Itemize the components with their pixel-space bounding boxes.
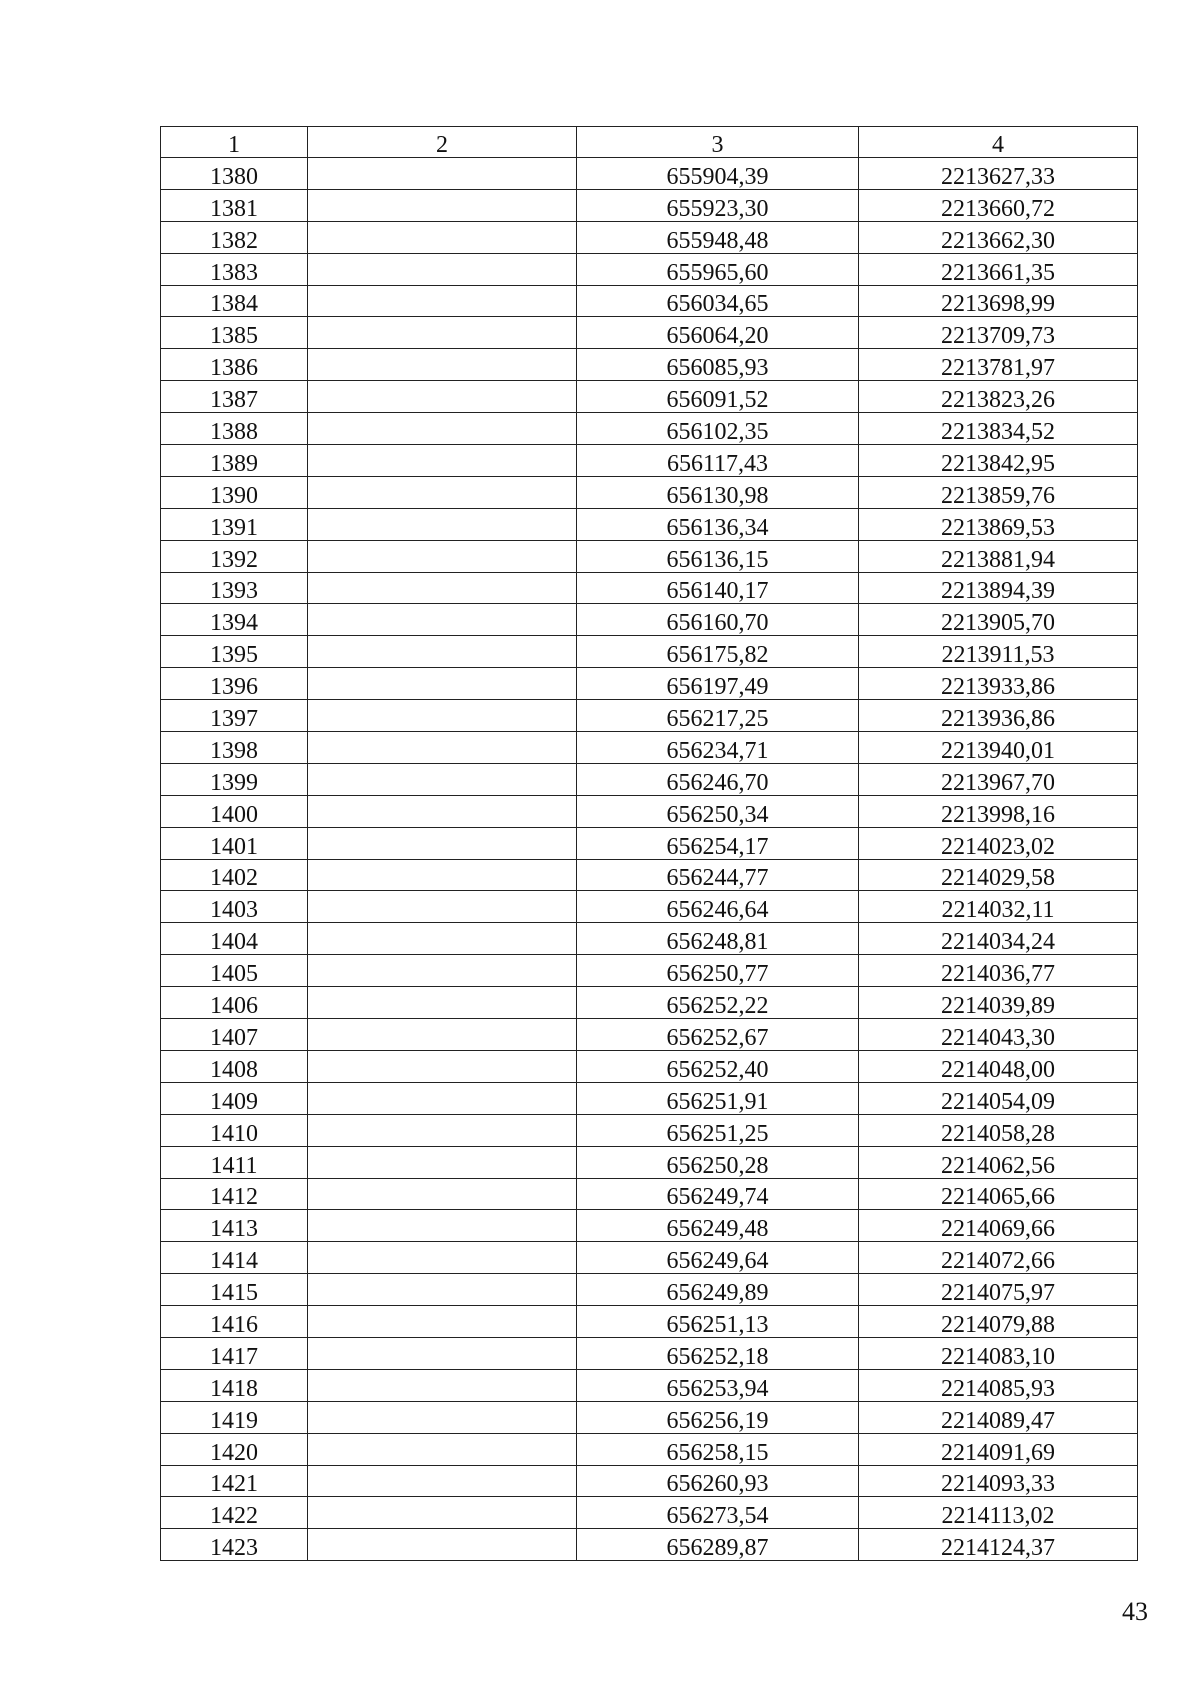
x-coordinate-cell: 656140,17 bbox=[577, 572, 859, 604]
empty-cell bbox=[308, 859, 577, 891]
x-coordinate-cell: 656246,70 bbox=[577, 763, 859, 795]
y-coordinate-cell: 2213661,35 bbox=[859, 253, 1138, 285]
y-coordinate-cell: 2213936,86 bbox=[859, 700, 1138, 732]
y-coordinate-cell: 2214043,30 bbox=[859, 1019, 1138, 1051]
table-row bbox=[161, 221, 1138, 253]
table-row bbox=[161, 1337, 1138, 1369]
y-coordinate-cell: 2213709,73 bbox=[859, 317, 1138, 349]
empty-cell bbox=[308, 221, 577, 253]
empty-cell bbox=[308, 158, 577, 190]
x-coordinate-cell: 656252,22 bbox=[577, 987, 859, 1019]
x-coordinate-cell: 656251,25 bbox=[577, 1114, 859, 1146]
table-body bbox=[161, 158, 1138, 1561]
empty-cell bbox=[308, 572, 577, 604]
x-coordinate-cell: 656136,15 bbox=[577, 540, 859, 572]
table-row bbox=[161, 476, 1138, 508]
x-coordinate-cell: 655923,30 bbox=[577, 189, 859, 221]
point-number-cell: 1385 bbox=[161, 317, 308, 349]
x-coordinate-cell: 656251,91 bbox=[577, 1082, 859, 1114]
empty-cell bbox=[308, 827, 577, 859]
table-row bbox=[161, 859, 1138, 891]
y-coordinate-cell: 2213823,26 bbox=[859, 381, 1138, 413]
table-row bbox=[161, 1465, 1138, 1497]
y-coordinate-cell: 2214093,33 bbox=[859, 1465, 1138, 1497]
point-number-cell: 1401 bbox=[161, 827, 308, 859]
table-row bbox=[161, 158, 1138, 190]
point-number-cell: 1412 bbox=[161, 1178, 308, 1210]
empty-cell bbox=[308, 508, 577, 540]
y-coordinate-cell: 2214023,02 bbox=[859, 827, 1138, 859]
table-row bbox=[161, 445, 1138, 477]
point-number-cell: 1408 bbox=[161, 1050, 308, 1082]
x-coordinate-cell: 656034,65 bbox=[577, 285, 859, 317]
y-coordinate-cell: 2213627,33 bbox=[859, 158, 1138, 190]
x-coordinate-cell: 656253,94 bbox=[577, 1369, 859, 1401]
y-coordinate-cell: 2214058,28 bbox=[859, 1114, 1138, 1146]
table-row bbox=[161, 1529, 1138, 1561]
point-number-cell: 1420 bbox=[161, 1433, 308, 1465]
table-row bbox=[161, 540, 1138, 572]
y-coordinate-cell: 2214048,00 bbox=[859, 1050, 1138, 1082]
table-row bbox=[161, 955, 1138, 987]
y-coordinate-cell: 2213881,94 bbox=[859, 540, 1138, 572]
y-coordinate-cell: 2214089,47 bbox=[859, 1401, 1138, 1433]
point-number-cell: 1396 bbox=[161, 668, 308, 700]
point-number-cell: 1383 bbox=[161, 253, 308, 285]
y-coordinate-cell: 2214069,66 bbox=[859, 1210, 1138, 1242]
empty-cell bbox=[308, 1337, 577, 1369]
empty-cell bbox=[308, 763, 577, 795]
point-number-cell: 1398 bbox=[161, 732, 308, 764]
table-row bbox=[161, 923, 1138, 955]
empty-cell bbox=[308, 189, 577, 221]
empty-cell bbox=[308, 476, 577, 508]
empty-cell bbox=[308, 1306, 577, 1338]
column-header-1: 1 bbox=[161, 127, 308, 158]
x-coordinate-cell: 655904,39 bbox=[577, 158, 859, 190]
x-coordinate-cell: 656085,93 bbox=[577, 349, 859, 381]
point-number-cell: 1380 bbox=[161, 158, 308, 190]
empty-cell bbox=[308, 636, 577, 668]
point-number-cell: 1386 bbox=[161, 349, 308, 381]
empty-cell bbox=[308, 1369, 577, 1401]
column-header-3: 3 bbox=[577, 127, 859, 158]
table-row bbox=[161, 1082, 1138, 1114]
x-coordinate-cell: 656252,67 bbox=[577, 1019, 859, 1051]
table-row bbox=[161, 189, 1138, 221]
y-coordinate-cell: 2213842,95 bbox=[859, 445, 1138, 477]
point-number-cell: 1405 bbox=[161, 955, 308, 987]
page-number: 43 bbox=[1122, 1597, 1148, 1626]
x-coordinate-cell: 656258,15 bbox=[577, 1433, 859, 1465]
y-coordinate-cell: 2213859,76 bbox=[859, 476, 1138, 508]
point-number-cell: 1393 bbox=[161, 572, 308, 604]
x-coordinate-cell: 656249,64 bbox=[577, 1242, 859, 1274]
x-coordinate-cell: 656252,40 bbox=[577, 1050, 859, 1082]
point-number-cell: 1403 bbox=[161, 891, 308, 923]
y-coordinate-cell: 2214036,77 bbox=[859, 955, 1138, 987]
y-coordinate-cell: 2214091,69 bbox=[859, 1433, 1138, 1465]
x-coordinate-cell: 656091,52 bbox=[577, 381, 859, 413]
y-coordinate-cell: 2214113,02 bbox=[859, 1497, 1138, 1529]
x-coordinate-cell: 656250,34 bbox=[577, 795, 859, 827]
x-coordinate-cell: 656130,98 bbox=[577, 476, 859, 508]
x-coordinate-cell: 656197,49 bbox=[577, 668, 859, 700]
empty-cell bbox=[308, 445, 577, 477]
point-number-cell: 1391 bbox=[161, 508, 308, 540]
point-number-cell: 1421 bbox=[161, 1465, 308, 1497]
empty-cell bbox=[308, 1146, 577, 1178]
point-number-cell: 1409 bbox=[161, 1082, 308, 1114]
x-coordinate-cell: 655948,48 bbox=[577, 221, 859, 253]
x-coordinate-cell: 656175,82 bbox=[577, 636, 859, 668]
empty-cell bbox=[308, 1210, 577, 1242]
x-coordinate-cell: 656234,71 bbox=[577, 732, 859, 764]
y-coordinate-cell: 2213911,53 bbox=[859, 636, 1138, 668]
empty-cell bbox=[308, 1178, 577, 1210]
y-coordinate-cell: 2214029,58 bbox=[859, 859, 1138, 891]
table-row bbox=[161, 572, 1138, 604]
empty-cell bbox=[308, 700, 577, 732]
table-row bbox=[161, 1242, 1138, 1274]
point-number-cell: 1411 bbox=[161, 1146, 308, 1178]
empty-cell bbox=[308, 987, 577, 1019]
table-row bbox=[161, 1497, 1138, 1529]
y-coordinate-cell: 2213894,39 bbox=[859, 572, 1138, 604]
point-number-cell: 1382 bbox=[161, 221, 308, 253]
empty-cell bbox=[308, 732, 577, 764]
table-row bbox=[161, 636, 1138, 668]
y-coordinate-cell: 2213834,52 bbox=[859, 413, 1138, 445]
x-coordinate-cell: 656250,77 bbox=[577, 955, 859, 987]
empty-cell bbox=[308, 349, 577, 381]
empty-cell bbox=[308, 1019, 577, 1051]
y-coordinate-cell: 2213967,70 bbox=[859, 763, 1138, 795]
table-row bbox=[161, 1019, 1138, 1051]
y-coordinate-cell: 2213781,97 bbox=[859, 349, 1138, 381]
empty-cell bbox=[308, 1274, 577, 1306]
table-row bbox=[161, 604, 1138, 636]
point-number-cell: 1381 bbox=[161, 189, 308, 221]
empty-cell bbox=[308, 955, 577, 987]
empty-cell bbox=[308, 413, 577, 445]
empty-cell bbox=[308, 540, 577, 572]
y-coordinate-cell: 2214072,66 bbox=[859, 1242, 1138, 1274]
x-coordinate-cell: 656256,19 bbox=[577, 1401, 859, 1433]
coordinates-table bbox=[160, 126, 1138, 1561]
table-row bbox=[161, 891, 1138, 923]
x-coordinate-cell: 656251,13 bbox=[577, 1306, 859, 1338]
x-coordinate-cell: 656254,17 bbox=[577, 827, 859, 859]
empty-cell bbox=[308, 1529, 577, 1561]
y-coordinate-cell: 2213662,30 bbox=[859, 221, 1138, 253]
empty-cell bbox=[308, 1050, 577, 1082]
y-coordinate-cell: 2214039,89 bbox=[859, 987, 1138, 1019]
point-number-cell: 1422 bbox=[161, 1497, 308, 1529]
y-coordinate-cell: 2214034,24 bbox=[859, 923, 1138, 955]
empty-cell bbox=[308, 1465, 577, 1497]
table-row bbox=[161, 253, 1138, 285]
table-header-row bbox=[161, 127, 1138, 158]
x-coordinate-cell: 656244,77 bbox=[577, 859, 859, 891]
y-coordinate-cell: 2213905,70 bbox=[859, 604, 1138, 636]
x-coordinate-cell: 656136,34 bbox=[577, 508, 859, 540]
y-coordinate-cell: 2213869,53 bbox=[859, 508, 1138, 540]
x-coordinate-cell: 656246,64 bbox=[577, 891, 859, 923]
point-number-cell: 1406 bbox=[161, 987, 308, 1019]
x-coordinate-cell: 656064,20 bbox=[577, 317, 859, 349]
empty-cell bbox=[308, 317, 577, 349]
table-row bbox=[161, 1401, 1138, 1433]
y-coordinate-cell: 2213998,16 bbox=[859, 795, 1138, 827]
empty-cell bbox=[308, 891, 577, 923]
empty-cell bbox=[308, 1401, 577, 1433]
table-row bbox=[161, 1210, 1138, 1242]
y-coordinate-cell: 2214065,66 bbox=[859, 1178, 1138, 1210]
point-number-cell: 1416 bbox=[161, 1306, 308, 1338]
x-coordinate-cell: 656249,48 bbox=[577, 1210, 859, 1242]
point-number-cell: 1397 bbox=[161, 700, 308, 732]
empty-cell bbox=[308, 253, 577, 285]
point-number-cell: 1423 bbox=[161, 1529, 308, 1561]
x-coordinate-cell: 656102,35 bbox=[577, 413, 859, 445]
point-number-cell: 1404 bbox=[161, 923, 308, 955]
y-coordinate-cell: 2214032,11 bbox=[859, 891, 1138, 923]
point-number-cell: 1417 bbox=[161, 1337, 308, 1369]
point-number-cell: 1390 bbox=[161, 476, 308, 508]
table-row bbox=[161, 668, 1138, 700]
table-row bbox=[161, 285, 1138, 317]
x-coordinate-cell: 656252,18 bbox=[577, 1337, 859, 1369]
point-number-cell: 1402 bbox=[161, 859, 308, 891]
table-row bbox=[161, 1146, 1138, 1178]
y-coordinate-cell: 2213940,01 bbox=[859, 732, 1138, 764]
x-coordinate-cell: 656260,93 bbox=[577, 1465, 859, 1497]
empty-cell bbox=[308, 1433, 577, 1465]
y-coordinate-cell: 2214062,56 bbox=[859, 1146, 1138, 1178]
table-row bbox=[161, 1114, 1138, 1146]
point-number-cell: 1395 bbox=[161, 636, 308, 668]
table-row bbox=[161, 1274, 1138, 1306]
table-row bbox=[161, 381, 1138, 413]
table-row bbox=[161, 700, 1138, 732]
point-number-cell: 1407 bbox=[161, 1019, 308, 1051]
empty-cell bbox=[308, 381, 577, 413]
table-row bbox=[161, 827, 1138, 859]
table-row bbox=[161, 732, 1138, 764]
empty-cell bbox=[308, 1497, 577, 1529]
point-number-cell: 1414 bbox=[161, 1242, 308, 1274]
table-row bbox=[161, 349, 1138, 381]
point-number-cell: 1399 bbox=[161, 763, 308, 795]
point-number-cell: 1384 bbox=[161, 285, 308, 317]
point-number-cell: 1387 bbox=[161, 381, 308, 413]
x-coordinate-cell: 656117,43 bbox=[577, 445, 859, 477]
table-row bbox=[161, 508, 1138, 540]
x-coordinate-cell: 656249,74 bbox=[577, 1178, 859, 1210]
x-coordinate-cell: 656289,87 bbox=[577, 1529, 859, 1561]
y-coordinate-cell: 2214079,88 bbox=[859, 1306, 1138, 1338]
point-number-cell: 1392 bbox=[161, 540, 308, 572]
x-coordinate-cell: 656248,81 bbox=[577, 923, 859, 955]
column-header-4: 4 bbox=[859, 127, 1138, 158]
point-number-cell: 1410 bbox=[161, 1114, 308, 1146]
table-row bbox=[161, 413, 1138, 445]
y-coordinate-cell: 2213660,72 bbox=[859, 189, 1138, 221]
x-coordinate-cell: 656273,54 bbox=[577, 1497, 859, 1529]
point-number-cell: 1388 bbox=[161, 413, 308, 445]
empty-cell bbox=[308, 1082, 577, 1114]
y-coordinate-cell: 2214085,93 bbox=[859, 1369, 1138, 1401]
x-coordinate-cell: 656160,70 bbox=[577, 604, 859, 636]
empty-cell bbox=[308, 1242, 577, 1274]
table-row bbox=[161, 1178, 1138, 1210]
empty-cell bbox=[308, 923, 577, 955]
empty-cell bbox=[308, 1114, 577, 1146]
y-coordinate-cell: 2214083,10 bbox=[859, 1337, 1138, 1369]
x-coordinate-cell: 656217,25 bbox=[577, 700, 859, 732]
table-row bbox=[161, 987, 1138, 1019]
empty-cell bbox=[308, 604, 577, 636]
y-coordinate-cell: 2214075,97 bbox=[859, 1274, 1138, 1306]
point-number-cell: 1389 bbox=[161, 445, 308, 477]
empty-cell bbox=[308, 795, 577, 827]
y-coordinate-cell: 2214124,37 bbox=[859, 1529, 1138, 1561]
y-coordinate-cell: 2213933,86 bbox=[859, 668, 1138, 700]
table-row bbox=[161, 795, 1138, 827]
table-row bbox=[161, 1433, 1138, 1465]
column-header-2: 2 bbox=[308, 127, 577, 158]
point-number-cell: 1394 bbox=[161, 604, 308, 636]
table-row bbox=[161, 763, 1138, 795]
point-number-cell: 1413 bbox=[161, 1210, 308, 1242]
empty-cell bbox=[308, 668, 577, 700]
table-row bbox=[161, 1369, 1138, 1401]
table-row bbox=[161, 317, 1138, 349]
empty-cell bbox=[308, 285, 577, 317]
y-coordinate-cell: 2213698,99 bbox=[859, 285, 1138, 317]
point-number-cell: 1419 bbox=[161, 1401, 308, 1433]
point-number-cell: 1418 bbox=[161, 1369, 308, 1401]
table-row bbox=[161, 1306, 1138, 1338]
point-number-cell: 1415 bbox=[161, 1274, 308, 1306]
x-coordinate-cell: 656250,28 bbox=[577, 1146, 859, 1178]
point-number-cell: 1400 bbox=[161, 795, 308, 827]
x-coordinate-cell: 655965,60 bbox=[577, 253, 859, 285]
y-coordinate-cell: 2214054,09 bbox=[859, 1082, 1138, 1114]
x-coordinate-cell: 656249,89 bbox=[577, 1274, 859, 1306]
table-row bbox=[161, 1050, 1138, 1082]
